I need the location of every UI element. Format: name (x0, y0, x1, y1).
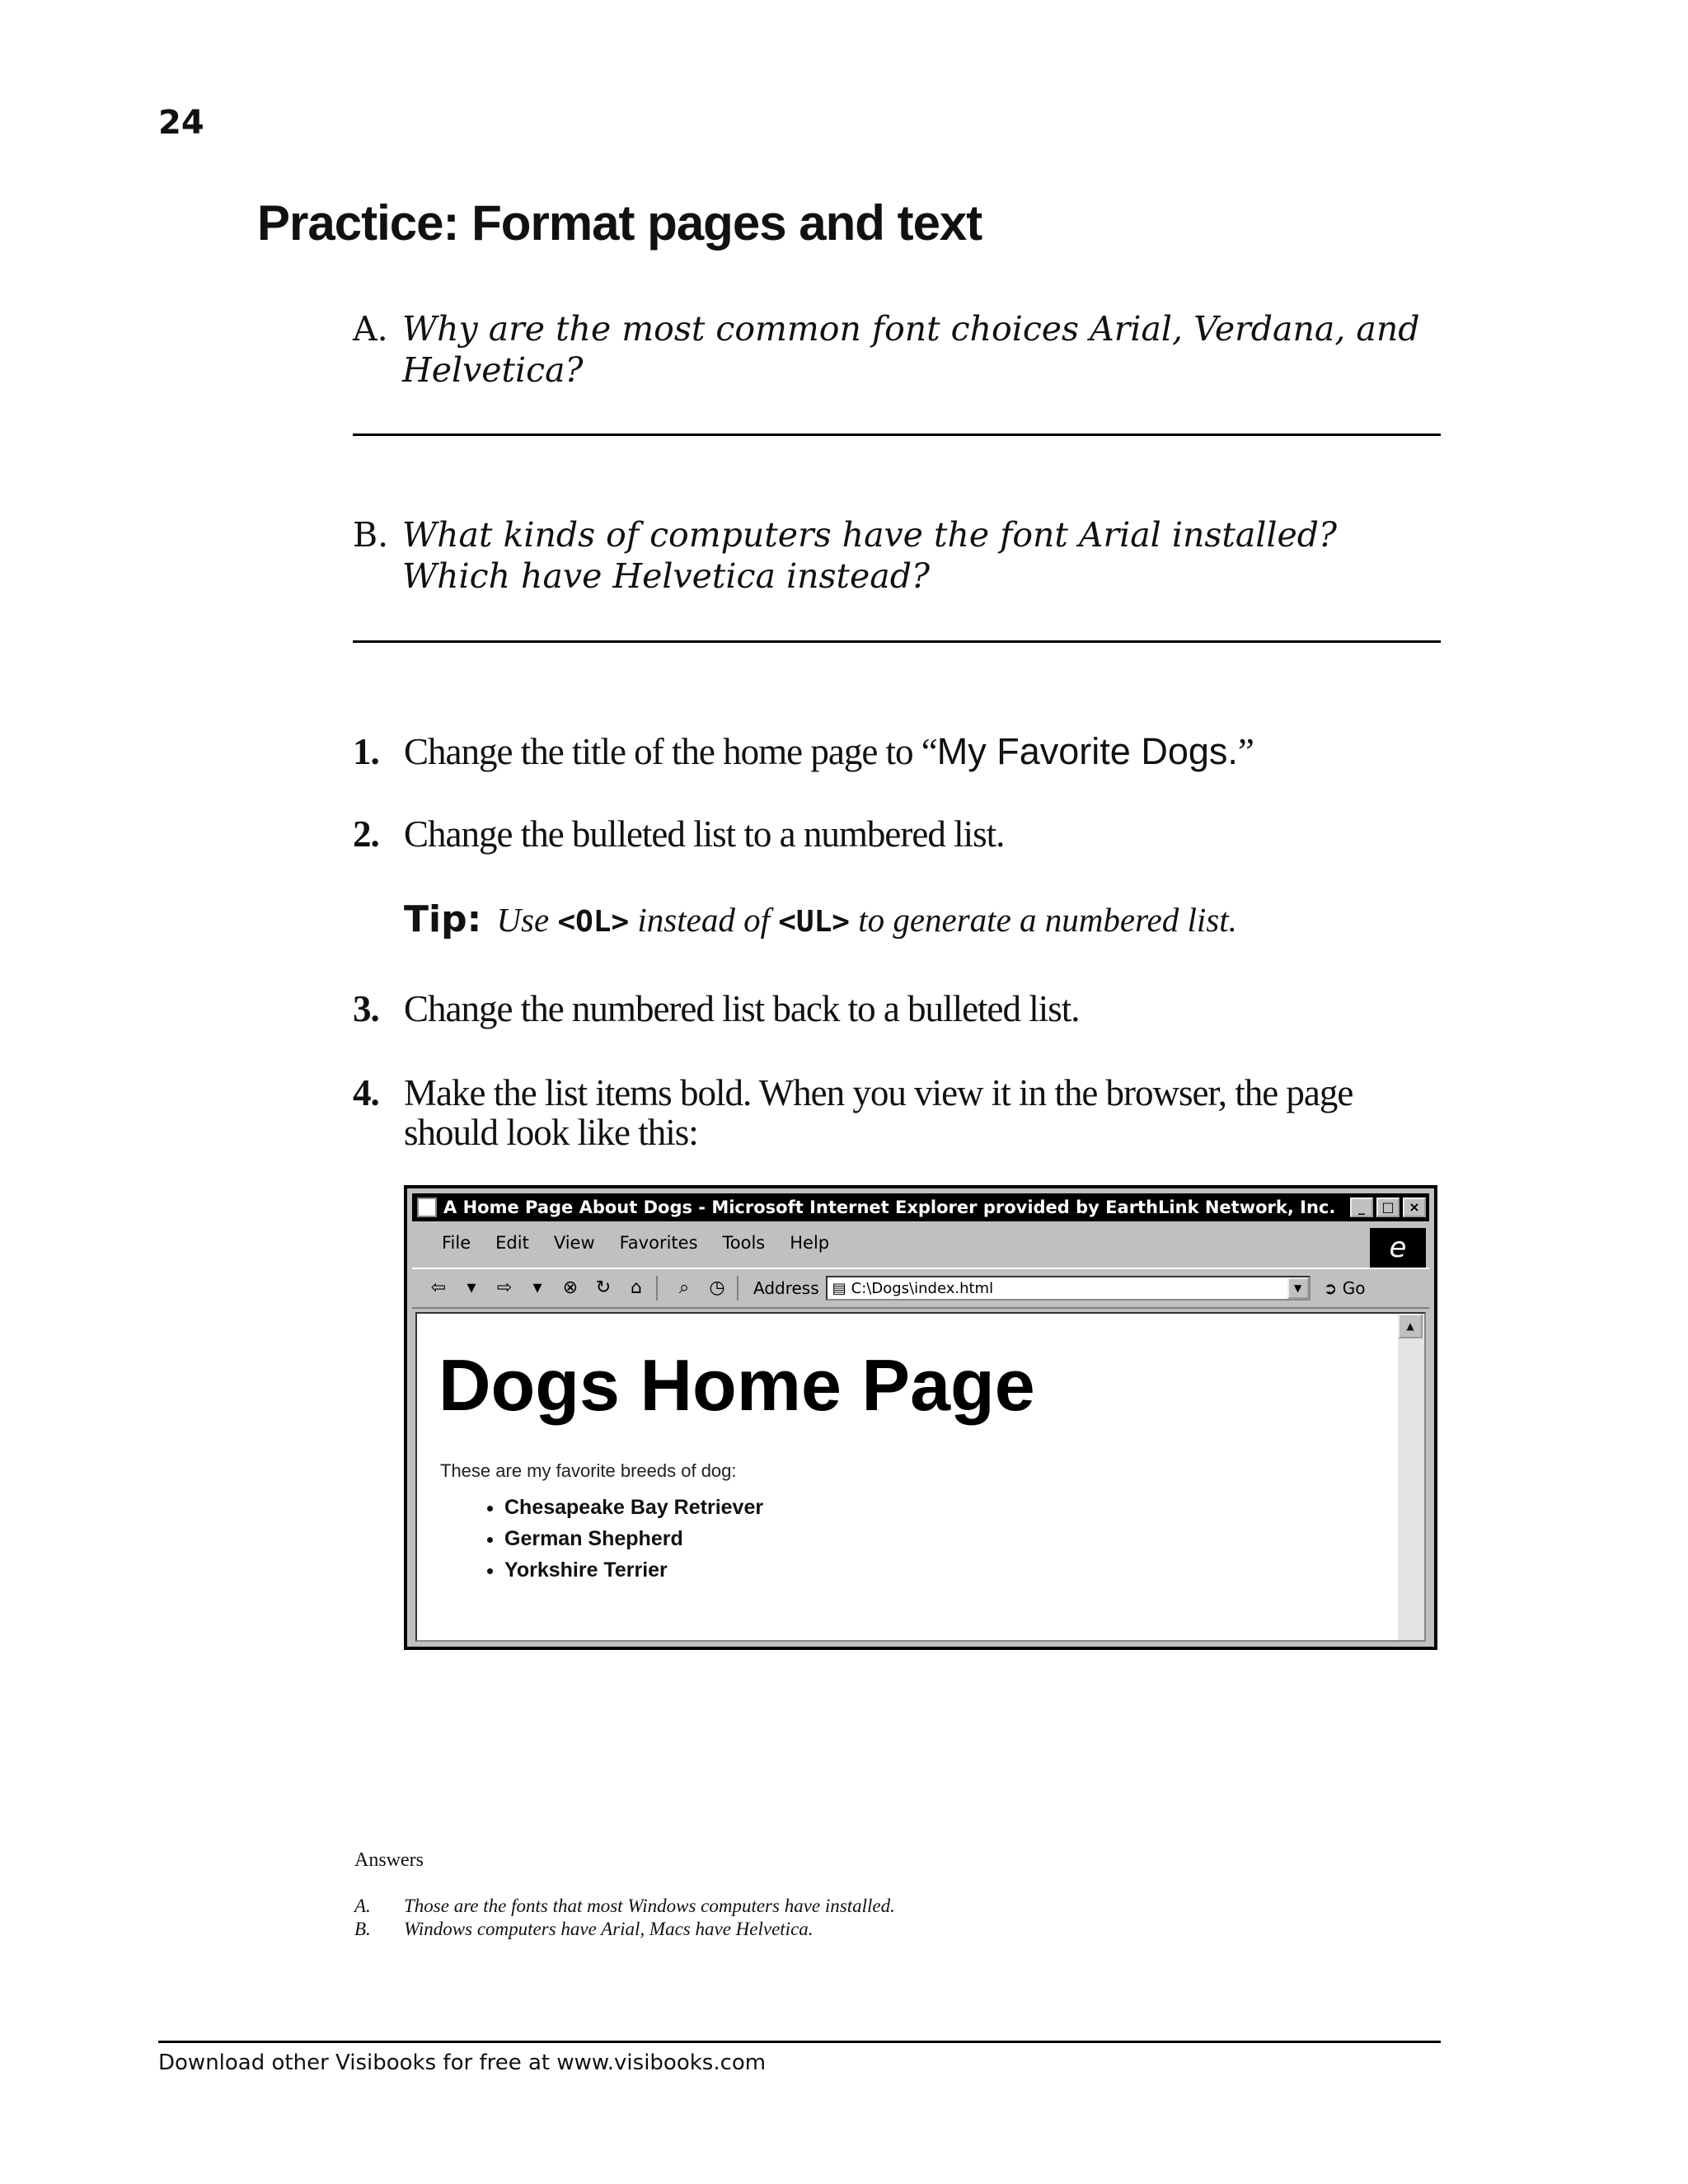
question-a (353, 308, 1441, 391)
tip (404, 898, 1237, 940)
step-1 (353, 732, 1441, 771)
dogs-page-heading: Dogs Home Page (438, 1344, 1035, 1426)
go-label: Go (1342, 1278, 1366, 1298)
answer-a (354, 1896, 895, 1917)
toolbar-separator (737, 1276, 738, 1301)
browser-viewport (415, 1312, 1426, 1642)
chevron-down-icon[interactable]: ▼ (1287, 1277, 1309, 1299)
question-text: Why are the most common font choices Arial, Verdana, and Helvetica? (402, 309, 1420, 390)
answers-heading: Answers (354, 1849, 424, 1871)
breed-list (440, 1492, 763, 1586)
scroll-up-icon[interactable]: ▲ (1398, 1314, 1423, 1338)
ie-logo-icon: e (1370, 1228, 1426, 1268)
menu-edit[interactable]: Edit (495, 1233, 529, 1253)
question-label: B. (353, 515, 389, 555)
maximize-icon[interactable]: □ (1376, 1197, 1400, 1217)
browser-title: A Home Page About Dogs - Microsoft Internet Explorer provided by EarthLink Network, Inc. (443, 1197, 1336, 1217)
answer-text: Windows computers have Arial, Macs have Helvetica. (404, 1919, 814, 1939)
forward-icon[interactable]: ⇨ (496, 1277, 513, 1298)
footer-rule (158, 2041, 1441, 2043)
home-icon[interactable]: ⌂ (631, 1277, 642, 1298)
go-button[interactable] (1324, 1278, 1366, 1298)
browser-screenshot (404, 1185, 1437, 1650)
page-icon: ▤ (832, 1279, 846, 1297)
step-2 (353, 814, 1441, 854)
step-text: Change the title of the home page to “ (404, 731, 937, 772)
list-item: • German Shepherd (504, 1523, 763, 1554)
step-number: 4. (353, 1072, 379, 1113)
tip-text: to generate a numbered list. (858, 901, 1237, 939)
history-icon[interactable]: ◷ (709, 1277, 725, 1298)
go-arrow-icon: ➲ (1323, 1278, 1338, 1298)
step-number: 3. (353, 988, 379, 1029)
ie-page-icon (417, 1197, 437, 1217)
menu-help[interactable]: Help (790, 1233, 830, 1253)
vertical-scrollbar[interactable] (1398, 1314, 1424, 1640)
address-label: Address (753, 1278, 819, 1298)
tip-code-ul: <UL> (778, 905, 850, 939)
step-text: Change the numbered list back to a bulleted list. (404, 988, 1080, 1029)
tip-label: Tip: (404, 898, 482, 940)
menu-tools[interactable]: Tools (722, 1233, 766, 1253)
stop-icon[interactable]: ⊗ (562, 1277, 579, 1298)
browser-toolbar (412, 1268, 1429, 1309)
address-input[interactable] (826, 1276, 1311, 1301)
answer-label: A. (354, 1896, 371, 1916)
step-number: 1. (353, 731, 379, 772)
page-number: 24 (158, 104, 204, 142)
question-text: What kinds of computers have the font Arial installed? Which have Helvetica instead? (402, 515, 1338, 596)
dropdown-icon[interactable]: ▾ (467, 1277, 476, 1298)
browser-title-bar (412, 1193, 1429, 1221)
step-number: 2. (353, 813, 379, 855)
list-item: • Yorkshire Terrier (504, 1554, 763, 1586)
menu-favorites[interactable]: Favorites (619, 1233, 698, 1253)
step-highlight: My Favorite Dogs. (936, 730, 1238, 772)
answer-line-a (353, 434, 1441, 436)
dropdown-icon[interactable]: ▾ (532, 1277, 542, 1298)
refresh-icon[interactable]: ↻ (595, 1277, 612, 1298)
tip-code-ol: <OL> (557, 905, 630, 939)
menu-view[interactable]: View (553, 1233, 595, 1253)
minimize-icon[interactable]: _ (1350, 1197, 1373, 1217)
search-icon[interactable]: ⌕ (678, 1277, 690, 1298)
answer-b (354, 1919, 814, 1940)
step-3 (353, 989, 1441, 1029)
step-tail: ” (1237, 731, 1254, 772)
question-b (353, 514, 1441, 597)
close-icon[interactable]: × (1403, 1197, 1426, 1217)
address-value: C:\Dogs\index.html (851, 1279, 994, 1297)
back-icon[interactable]: ⇦ (430, 1277, 447, 1298)
answer-line-b (353, 640, 1441, 643)
tip-text: instead of (637, 901, 770, 939)
step-text: Make the list items bold. When you view it in the browser, the page should look like this: (404, 1072, 1353, 1153)
question-label: A. (353, 309, 388, 349)
toolbar-separator (656, 1276, 658, 1301)
section-title: Practice: Format pages and text (257, 195, 982, 251)
menu-file[interactable]: File (442, 1233, 471, 1253)
step-text: Change the bulleted list to a numbered list. (404, 813, 1005, 855)
tip-text: Use (496, 901, 550, 939)
step-4 (353, 1073, 1441, 1152)
answer-label: B. (354, 1919, 371, 1939)
dogs-page-intro: These are my favorite breeds of dog: (440, 1460, 737, 1481)
answer-text: Those are the fonts that most Windows computers have installed. (404, 1896, 895, 1916)
list-item: • Chesapeake Bay Retriever (504, 1492, 763, 1523)
footer-text: Download other Visibooks for free at www.visibooks.com (158, 2050, 767, 2075)
browser-menu-bar (412, 1225, 1429, 1261)
